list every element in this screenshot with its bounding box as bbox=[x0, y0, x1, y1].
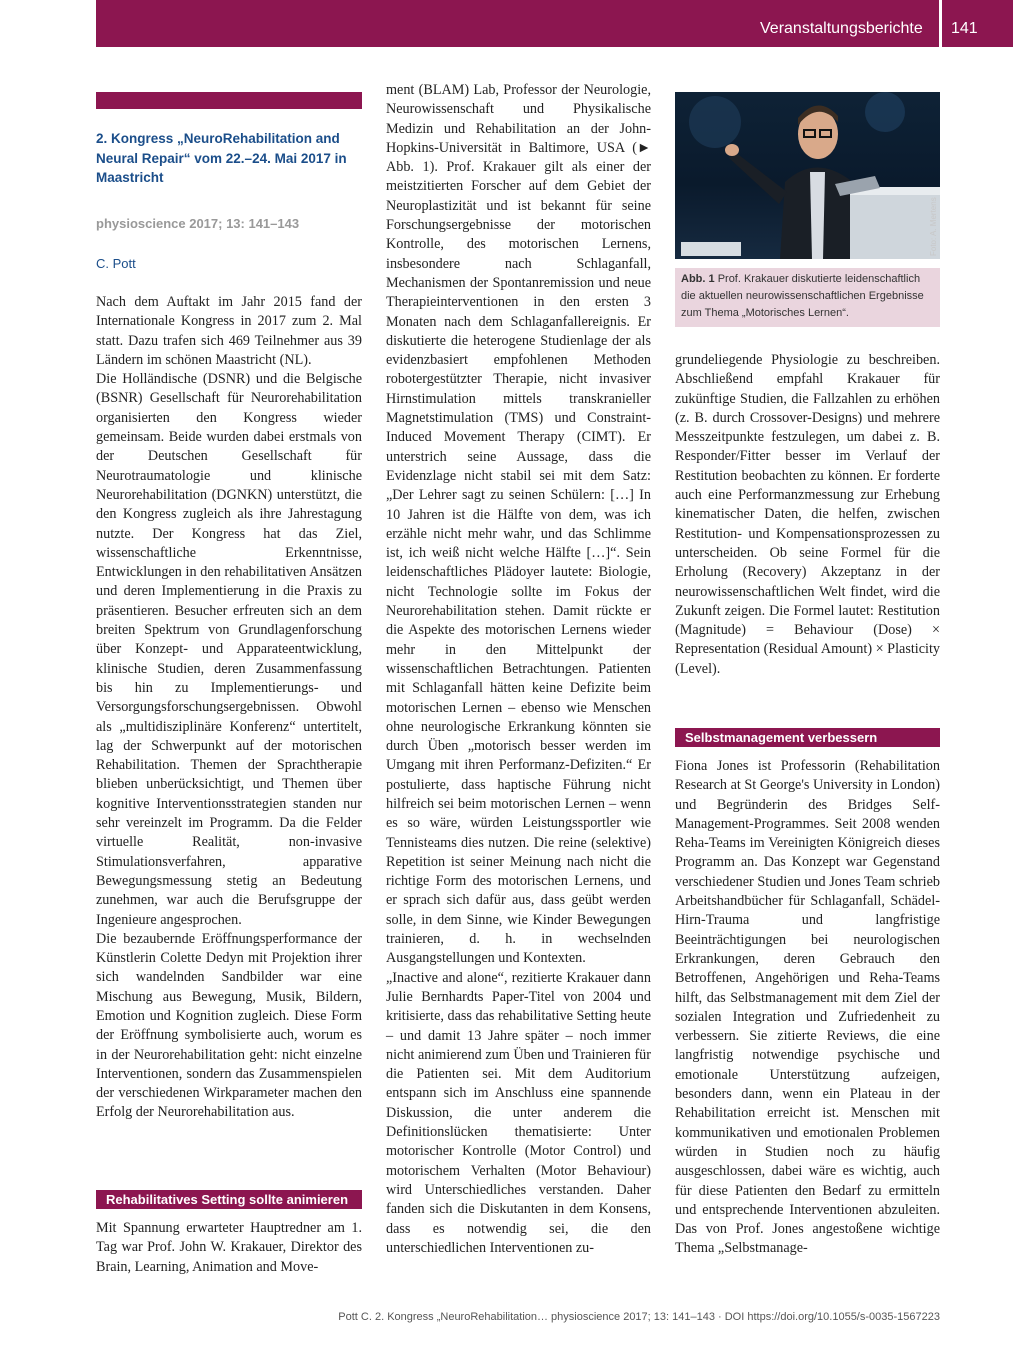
subheading-setting: Rehabilitatives Setting sollte animieren bbox=[96, 1190, 362, 1209]
column-3-text-continued bbox=[675, 757, 940, 1259]
paragraph: Die Holländische (DSNR) und die Belgische (BSNR) Gesellschaft für Neurorehabilitation organisierten den Kongress wieder gemeinsam. Beide wurden dabei erstmals von der Deutschen Gesellschaft für Neurotraumatologie und klinische Neurorehabilitation (DGNKN) unterstützt, die den Kongress zugleich als ihre Jahrestagung nutzte. Der Kongress hat das Ziel, wissenschaftliche Erkenntnisse, Entwicklungen in den rehabilitativen Ansätzen und deren Implementierung in die Praxis zu präsentieren. Besucher erfreuten sich an dem breiten Spektrum von Grundlagenforschung über Konzept- und Apparateentwicklung, klinische Studien, deren Zusammenfassung bis hin zu Implementierungs- und Versorgungsforschungsergebnissen. Obwohl als „multidisziplinäre Konferenz“ untertitelt, lag der Schwerpunkt auf der motorischen Rehabilitation. Themen der Sprachtherapie blieben unberücksichtigt, und Themen über kognitive Interventionsstrategien standen nur sehr vereinzelt im Programm. Da die Felder virtuelle Realität, non-invasive Stimulationsverfahren, apparative Bewegungsmessung stetig an Bedeutung zunehmen, war auch die Berufsgruppe der Ingenieure angesprochen. bbox=[96, 371, 362, 928]
title-accent-bar bbox=[96, 92, 362, 109]
section-title: Veranstaltungsberichte bbox=[760, 20, 923, 37]
paragraph: Die bezaubernde Eröffnungsperformance der Künstlerin Colette Dedyn mit Projektion ihrer sich wandelnden Sandbilder war eine Mischung aus Bewegung, Musik, Bildern, Emotion und Kognition zugleich. Diese Form der Eröffnung symbolisierte auch, worum es in der Neurorehabilitation geht: nicht einzelne Interventionen, sondern das Zusammenspielen der verschiedenen Wirkparameter machen den Erfolg der Neurorehabilitation aus. bbox=[96, 930, 362, 1121]
paragraph: ment (BLAM) Lab, Professor der Neurologie, Neurowissenschaft und Physikalische Medizin und Rehabilitation an der John-Hopkins-Universität in Baltimore, USA (► Abb. 1). Prof. Krakauer gilt als einer der meistzitierten Forscher auf dem Gebiet der Neuroplastizität und ist bekannt für seine Forschungsergebnisse der motorischen Kontrolle, des motorischen Lernens, insbesondere nach Schlaganfall, Mechanismen der Spontanremission und neue Therapieinterventionen in den ersten 3 Monaten nach dem Schlaganfallereignis. Er diskutierte die heterogene Studienlage der als evidenzbasiert empfohlenen Methoden robotergestützter Therapie, nicht invasiver Hirnstimulation mittels transkranieller Magnetstimulation (TMS) und Constraint-Induced Movement Therapy (CIMT). Er unterstrich seine Aussage, dass die Evidenzlage nicht stabil sei mit dem Satz: „Der Lehrer sagt zu seinen Schülern: […] In 10 Jahren ist die Hälfte von dem, was ich erzähle nicht mehr wahr, und das Schlimme ist, ich weiß nicht welche Hälfte […]“. Sein leidenschaftliches Plädoyer lautete: Biologie, nicht Technologie sollte im Fokus der Neurorehabilitation stehen. Damit rückte er die Aspekte des motorischen Lernens wieder mehr in den Mittelpunkt der wissenschaftlichen Betrachtungen. Patienten mit Schlaganfall hätten keine Defizite beim motorischen Lernen – ebenso wie Menschen ohne neurologische Erkrankung könnten sie durch Üben „motorisch besser werden im Umgang mit ihren Performanz-Defiziten.“ Er postulierte, dass haptische Führung nicht hilfreich sei beim motorischen Lernen – wenn es so wäre, würden Leistungssportler wie Tennisteams dies nutzen. Die reine (selektive) Repetition ist seiner Meinung nach nicht die richtige Form des motorischen Lernens, und er sprach sich dafür aus, dass geübt werden solle, in dem Sinne, wie Kinder Bewegungen trainieren, d. h. in wechselnden Ausgangstellungen und Kontexten. bbox=[386, 82, 651, 967]
paragraph: „Inactive and alone“, rezitierte Krakauer dann Julie Bernhardts Paper-Titel von 2004 und kritisierte, dass das rehabilitative Setting heute – und damit 13 Jahre später – noch immer nicht animierend zum Üben und Trainieren für die Patienten sei. Mit dem Auditorium entspann sich im Anschluss eine spannende Diskussion, die unter anderem die Definitionslücken thematisierte: Unter motorischer Kontrolle (Motor Control) und motorischem Verhalten (Motor Behaviour) wird Unterschiedliches verstanden. Daher fanden sich die Diskutanten in dem Konsens, dass es notwendig sei, die den unterschiedlichen Interventionen zu- bbox=[386, 969, 651, 1256]
column-2-text bbox=[386, 81, 651, 1258]
column-1-text bbox=[96, 293, 362, 1123]
column-3-text bbox=[675, 351, 940, 679]
paragraph: Fiona Jones ist Professorin (Rehabilitation Research at St George's University in London) und Begründerin des Bridges Self-Management-Programmes. Seit 2008 wenden Reha-Teams im Vereinigten Königreich dieses Programm an. Das Konzept war Gegenstand verschiedener Studien und Jones Team schrieb Arbeitshandbücher für Schlaganfall, Schädel-Hirn-Trauma und langfristige Beeinträchtigungen bei neurologischen Erkrankungen, deren Gebrauch den Betroffenen, Angehörigen und Reha-Teams hilft, das Selbstmanagement mit dem Ziel der sozialen Integration und Zufriedenheit zu verbessern. Sie zitierte Reviews, die eine langfristig notwendige psychische und emotionale Unterstützung aufzeigen, besonders dann, wenn ein Plateau in der Rehabilitation erreicht ist. Menschen mit kommunikativen und emotionalen Problemen würden in Studien noch zu häufig ausgeschlossen, dabei wäre es wichtig, auch für diese Patienten den Bedarf zu ermitteln und entsprechende Interventionen abzuleiten. Das von Prof. Jones angestoßene wichtige Thema „Selbstmanage- bbox=[675, 758, 940, 1257]
author: C. Pott bbox=[96, 256, 136, 271]
paragraph: Mit Spannung erwarteter Hauptredner am 1. Tag war Prof. John W. Krakauer, Direktor des Brain, Learning, Animation and Move- bbox=[96, 1220, 362, 1275]
speaker-photo bbox=[675, 92, 940, 259]
speaker-illustration bbox=[675, 92, 940, 259]
page-number: 141 bbox=[951, 20, 978, 37]
column-1-text-continued bbox=[96, 1219, 362, 1277]
subheading-selbstmanagement: Selbstmanagement verbessern bbox=[675, 728, 940, 747]
photo-credit: Foto: A. Mertens bbox=[929, 197, 938, 256]
figure-label: Abb. 1 bbox=[681, 273, 715, 285]
paragraph: Nach dem Auftakt im Jahr 2015 fand der Internationale Kongress in 2017 zum 2. Mal statt. Dazu trafen sich 469 Teilnehmer aus 39 Ländern im schönen Maastricht (NL). bbox=[96, 294, 362, 368]
citation: physioscience 2017; 13: 141–143 bbox=[96, 216, 300, 231]
figure-caption bbox=[675, 268, 940, 327]
header-divider bbox=[939, 0, 942, 47]
figure-caption-text: Prof. Krakauer diskutierte leidenschaftlich die aktuellen neurowissenschaftlichen Ergebnisse zum Thema „Motorisches Lernen“. bbox=[681, 273, 924, 319]
event-title: 2. Kongress „NeuroRehabilitation and Neural Repair“ vom 22.–24. Mai 2017 in Maastricht bbox=[96, 131, 347, 185]
paragraph: grundeliegende Physiologie zu beschreiben. Abschließend empfahl Krakauer für zukünftige Studien, die Fallzahlen zu erhöhen (z. B. durch Crossover-Designs) und mehrere Messzeitpunkte festzulegen, um dabei z. B. Responder/Fitter besser im Verlauf der Restitution beobachten zu können. Er forderte auch eine Performanzmessung zur Erhebung kinematischer Daten, die helfen, zwischen Restitution- und Kompensationsprozessen zu unterscheiden. Ob seine Formel für die Erholung (Recovery) Akzeptanz in der neurowissenschaftlichen Welt findet, wird die Zukunft zeigen. Die Formel lautet: Restitution (Magnitude) = Behaviour (Dose) × Representation (Residual Amount) × Plasticity (Level). bbox=[675, 352, 940, 677]
footer-citation: Pott C. 2. Kongress „NeuroRehabilitation… physioscience 2017; 13: 141–143 · DOI https://doi.org/10.1055/s-0035-1567223 bbox=[338, 1311, 940, 1323]
